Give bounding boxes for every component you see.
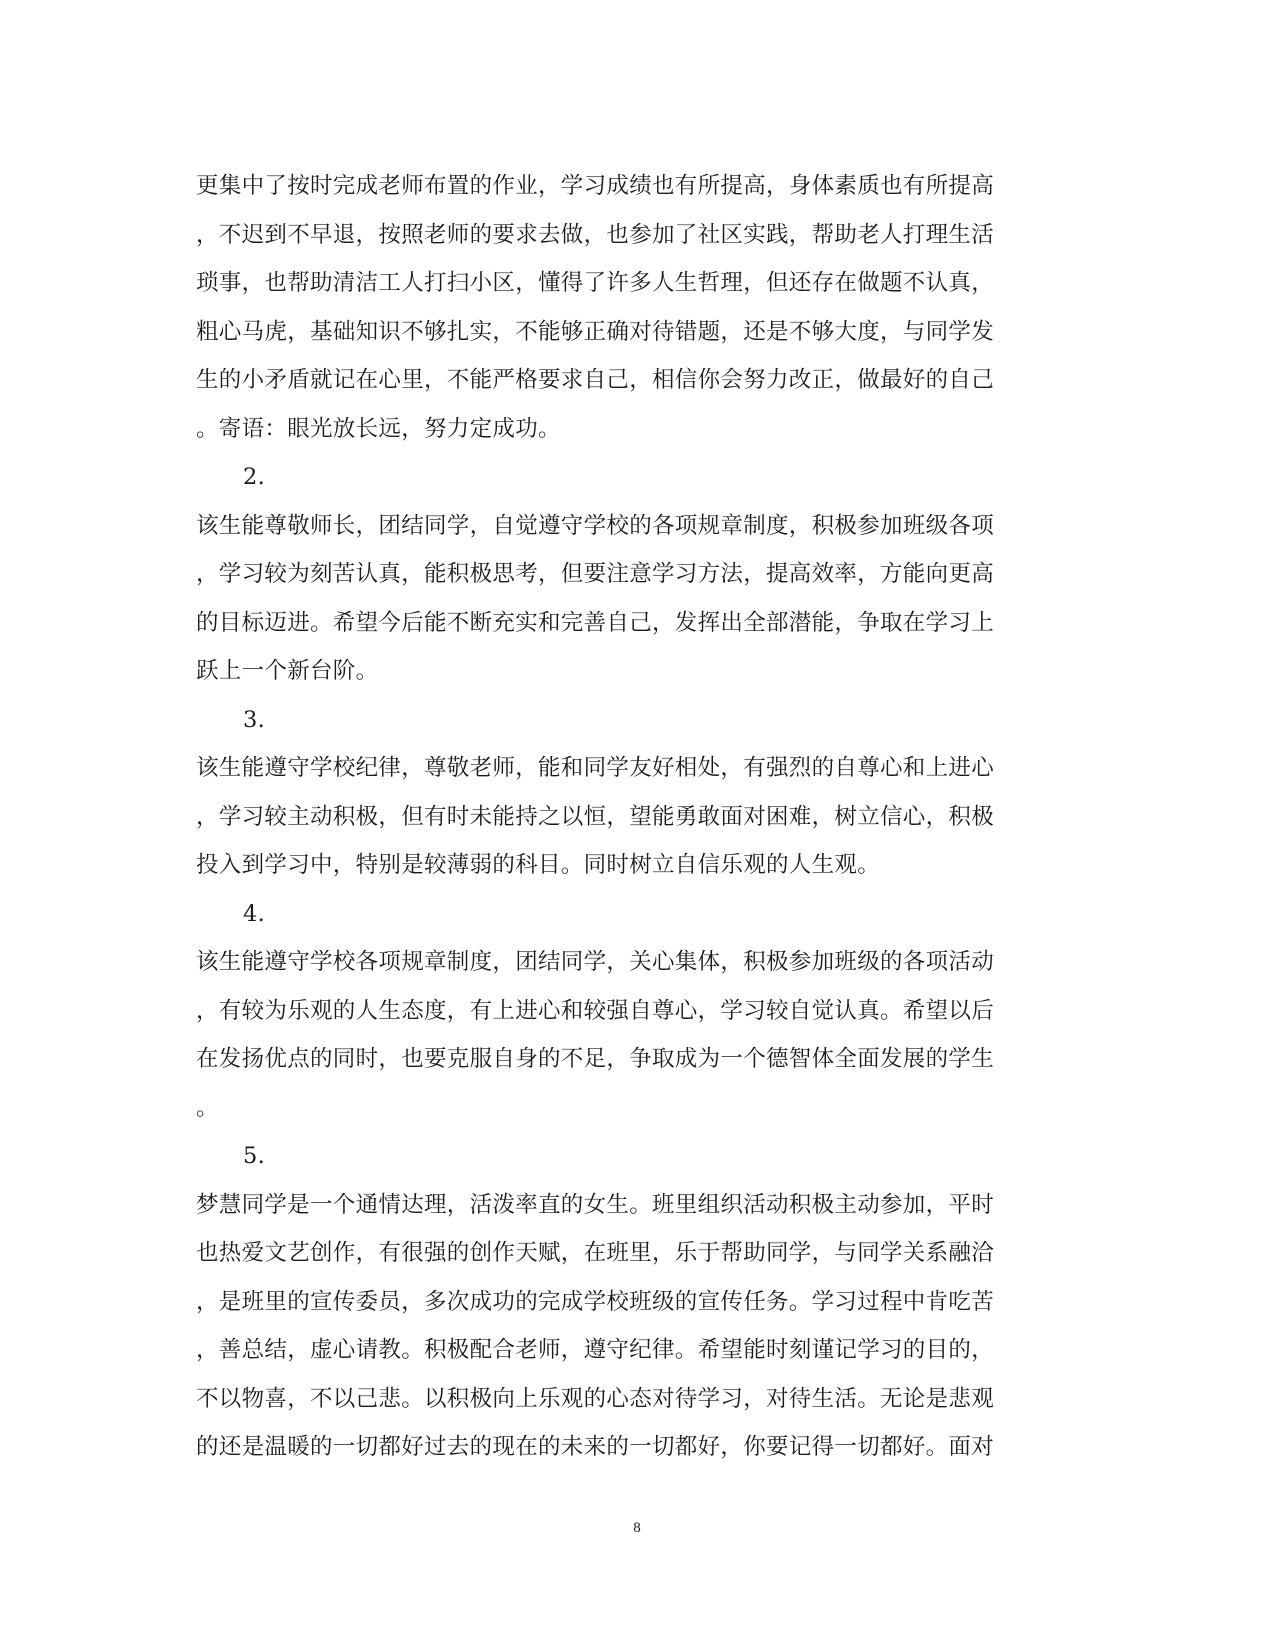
text-line: ，是班里的宣传委员，多次成功的完成学校班级的宣传任务。学习过程中肯吃苦: [196, 1288, 995, 1315]
item-number: 2.: [243, 464, 266, 490]
text-line: 投入到学习中，特别是较薄弱的科目。同时树立自信乐观的人生观。: [196, 852, 881, 878]
item-number: 3.: [243, 706, 266, 733]
text-line: 该生能遵守学校各项规章制度，团结同学，关心集体，积极参加班级的各项活动: [196, 949, 995, 975]
text-line: 。: [196, 1094, 219, 1121]
text-line: 。寄语：眼光放长远，努力定成功。: [196, 415, 561, 442]
text-line: 该生能尊敬师长，团结同学，自觉遵守学校的各项规章制度，积极参加班级各项: [196, 512, 995, 539]
text-line: 也热爱文艺创作，有很强的创作天赋，在班里，乐于帮助同学，与同学关系融洽: [196, 1240, 995, 1266]
text-line: 梦慧同学是一个通情达理，活泼率直的女生。班里组织活动积极主动参加，平时: [196, 1191, 995, 1218]
text-line: 生的小矛盾就记在心里，不能严格要求自己，相信你会努力改正，做最好的自己: [196, 367, 995, 393]
item-number: 5.: [243, 1143, 266, 1169]
text-line: 跃上一个新台阶。: [196, 658, 379, 684]
text-line: ，善总结，虚心请教。积极配合老师，遵守纪律。希望能时刻谨记学习的目的，: [196, 1337, 995, 1363]
text-line: ，不迟到不早退，按照老师的要求去做，也参加了社区实践，帮助老人打理生活: [196, 221, 995, 248]
text-line: 不以物喜，不以己悲。以积极向上乐观的心态对待学习，对待生活。无论是悲观: [196, 1385, 995, 1412]
page-number: 8: [633, 1520, 641, 1536]
text-line: ，学习较主动积极，但有时未能持之以恒，望能勇敢面对困难，树立信心，积极: [196, 803, 995, 830]
text-line: 粗心马虎，基础知识不够扎实，不能够正确对待错题，还是不够大度，与同学发: [196, 318, 995, 345]
text-line: 该生能遵守学校纪律，尊敬老师，能和同学友好相处，有强烈的自尊心和上进心: [196, 755, 995, 781]
text-line: 更集中了按时完成老师布置的作业，学习成绩也有所提高，身体素质也有所提高: [196, 173, 995, 199]
text-line: ，有较为乐观的人生态度，有上进心和较强自尊心，学习较自觉认真。希望以后: [196, 997, 995, 1024]
text-line: 琐事，也帮助清洁工人打扫小区，懂得了许多人生哲理，但还存在做题不认真，: [196, 270, 995, 296]
text-line: 的还是温暖的一切都好过去的现在的未来的一切都好，你要记得一切都好。面对: [196, 1434, 995, 1460]
body-text: [196, 162, 1076, 1472]
text-line: ，学习较为刻苦认真，能积极思考，但要注意学习方法，提高效率，方能向更高: [196, 561, 995, 587]
text-line: 在发扬优点的同时，也要克服自身的不足，争取成为一个德智体全面发展的学生: [196, 1046, 995, 1072]
item-number: 4.: [243, 900, 266, 927]
text-line: 的目标迈进。希望今后能不断充实和完善自己，发挥出全部潜能，争取在学习上: [196, 609, 995, 636]
